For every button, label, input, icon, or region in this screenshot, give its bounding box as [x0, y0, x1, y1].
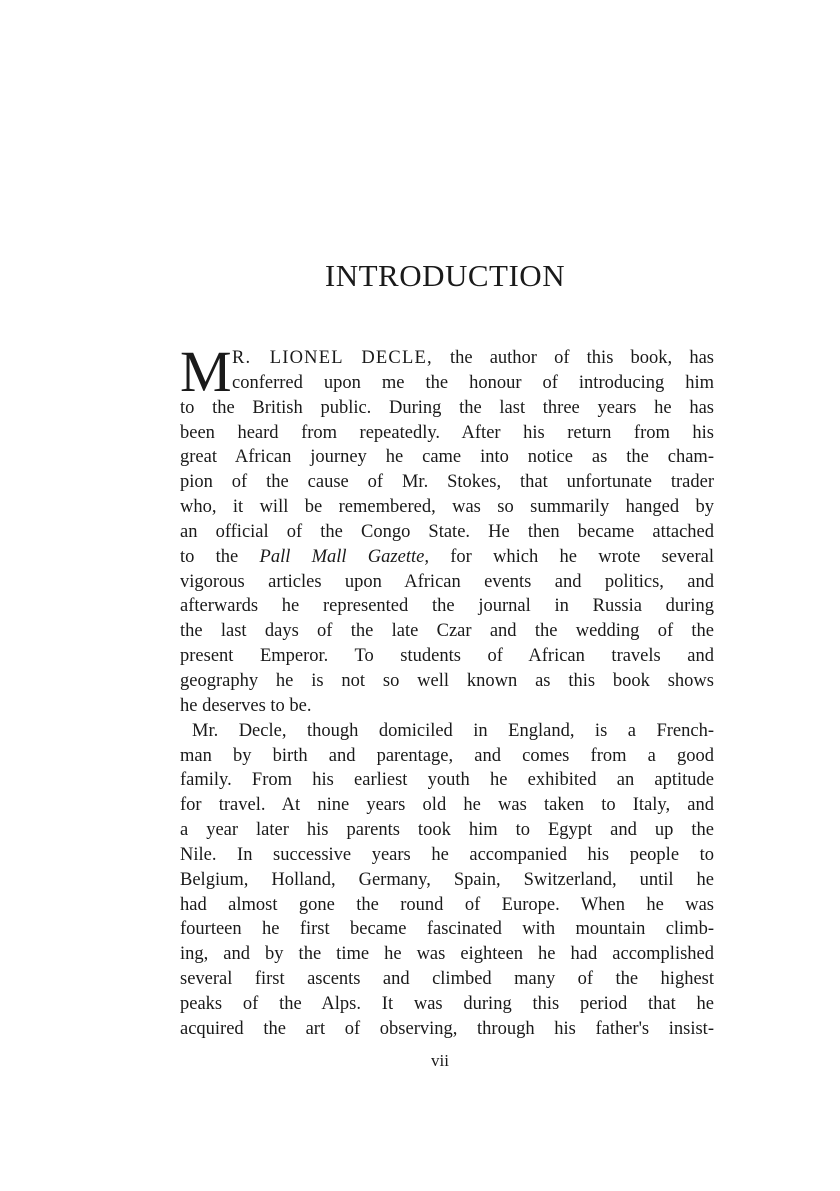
- text-line: the last days of the late Czar and the wedding of the: [180, 621, 714, 642]
- text-line: Nile. In successive years he accompanied his people to: [180, 844, 714, 865]
- opening-words: R. LIONEL DECLE,: [232, 348, 433, 368]
- text-line: been heard from repeatedly. After his return from his: [180, 422, 714, 443]
- text-line: ing, and by the time he was eighteen he had accomplished: [180, 944, 714, 965]
- text-line: a year later his parents took him to Egypt and up the: [180, 820, 714, 841]
- text-line: afterwards he represented the journal in Russia during: [180, 596, 714, 617]
- text-line: man by birth and parentage, and comes from a good: [180, 745, 714, 766]
- text-line: Belgium, Holland, Germany, Spain, Switzerland, until he: [180, 869, 714, 890]
- body-text: [180, 339, 714, 1042]
- text-line: for travel. At nine years old he was taken to Italy, and: [180, 795, 714, 816]
- text-line: great African journey he came into notice as the cham-: [180, 447, 714, 468]
- text-line: to the Pall Mall Gazette, for which he wrote several: [180, 546, 714, 567]
- text-line: present Emperor. To students of African travels and: [180, 646, 714, 667]
- text-line: had almost gone the round of Europe. When he was: [180, 894, 714, 915]
- text-line: who, it will be remembered, was so summarily hanged by: [180, 497, 714, 518]
- text-line: pion of the cause of Mr. Stokes, that unfortunate trader: [180, 472, 714, 493]
- text-line: he deserves to be.: [180, 695, 312, 716]
- text-line: family. From his earliest youth he exhibited an aptitude: [180, 770, 714, 791]
- drop-cap: M: [180, 339, 232, 404]
- text-line: an official of the Congo State. He then became attached: [180, 521, 714, 542]
- text-line: acquired the art of observing, through his father's insist-: [180, 1018, 714, 1039]
- text-line: to the British public. During the last three years he has: [180, 397, 714, 418]
- text-line: conferred upon me the honour of introducing him: [232, 372, 714, 393]
- text-line: geography he is not so well known as this book shows: [180, 670, 714, 691]
- text-line: vigorous articles upon African events and politics, and: [180, 571, 714, 592]
- periodical-title: Pall Mall Gazette,: [259, 546, 429, 567]
- text-line: R. LIONEL DECLE, the author of this book, has: [232, 348, 714, 368]
- text-line: Mr. Decle, though domiciled in England, is a French-: [192, 720, 714, 741]
- text-line: several first ascents and climbed many of the highest: [180, 969, 714, 990]
- page-number: vii: [431, 1051, 449, 1070]
- text-line: fourteen he first became fascinated with mountain climb-: [180, 919, 714, 940]
- text-line: peaks of the Alps. It was during this period that he: [180, 993, 714, 1014]
- page-title: INTRODUCTION: [324, 258, 566, 293]
